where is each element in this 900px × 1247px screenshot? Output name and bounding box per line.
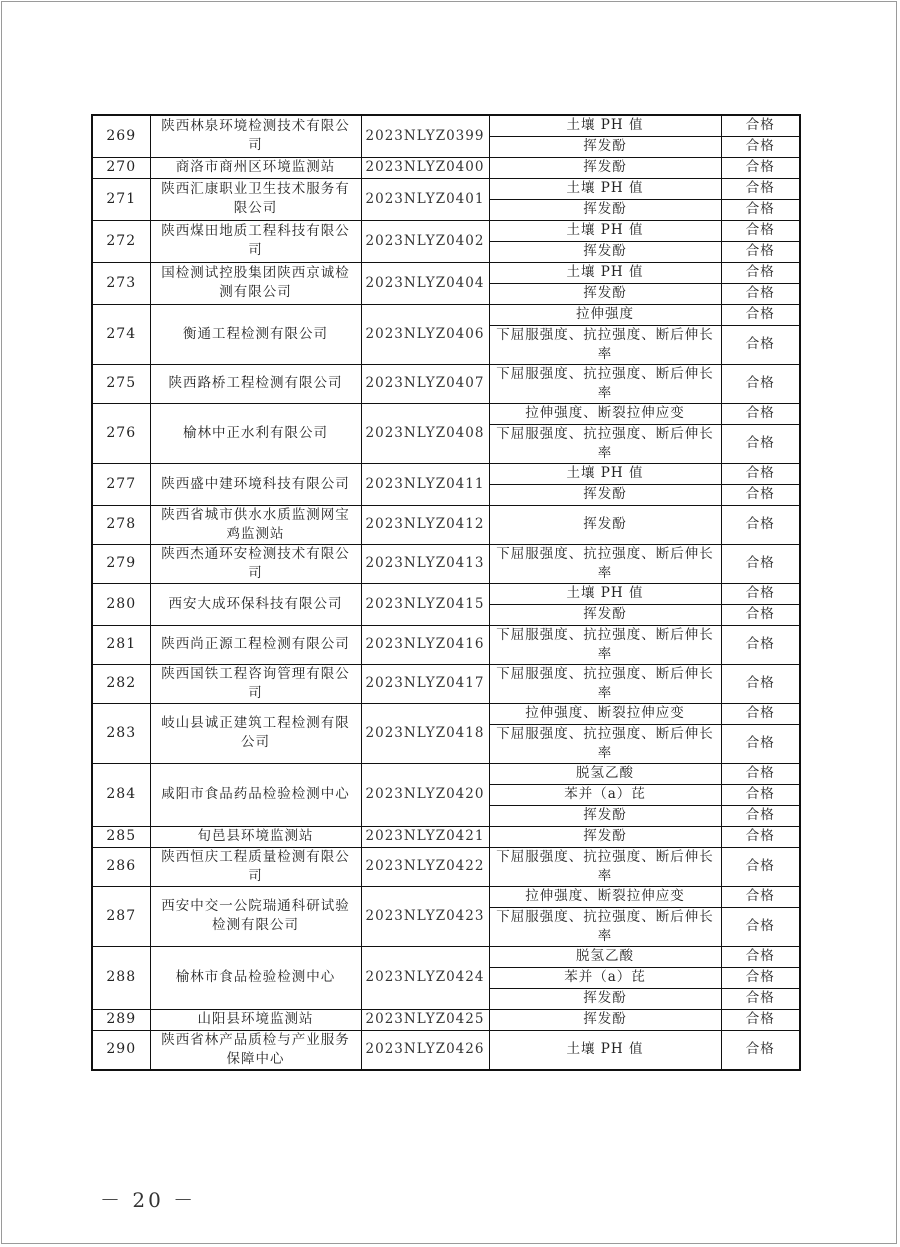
test-item: 挥发酚	[489, 988, 721, 1009]
table-row	[92, 157, 800, 178]
test-result: 合格	[721, 784, 800, 805]
test-result: 合格	[721, 136, 800, 157]
test-result: 合格	[721, 886, 800, 907]
test-item: 挥发酚	[489, 241, 721, 262]
test-result: 合格	[721, 625, 800, 664]
test-result: 合格	[721, 967, 800, 988]
test-item: 下屈服强度、抗拉强度、断后伸长率	[489, 664, 721, 703]
company-name: 陕西省城市供水水质监测网宝鸡监测站	[150, 505, 361, 544]
test-item: 挥发酚	[489, 484, 721, 505]
sample-code: 2023NLYZ0416	[361, 625, 489, 664]
test-item: 挥发酚	[489, 136, 721, 157]
company-name: 国检测试控股集团陕西京诚检测有限公司	[150, 262, 361, 304]
test-item: 土壤 PH 值	[489, 1030, 721, 1070]
test-item: 土壤 PH 值	[489, 463, 721, 484]
test-item: 挥发酚	[489, 157, 721, 178]
test-result: 合格	[721, 484, 800, 505]
sample-code: 2023NLYZ0425	[361, 1009, 489, 1030]
test-item: 土壤 PH 值	[489, 262, 721, 283]
row-number: 275	[92, 364, 150, 403]
row-number: 288	[92, 946, 150, 1009]
sample-code: 2023NLYZ0424	[361, 946, 489, 1009]
sample-code: 2023NLYZ0426	[361, 1030, 489, 1070]
test-result: 合格	[721, 325, 800, 364]
test-result: 合格	[721, 988, 800, 1009]
company-name: 陕西省林产品质检与产业服务保障中心	[150, 1030, 361, 1070]
test-item: 下屈服强度、抗拉强度、断后伸长率	[489, 907, 721, 946]
test-item: 下屈服强度、抗拉强度、断后伸长率	[489, 424, 721, 463]
table-row	[92, 1030, 800, 1070]
table-row	[92, 946, 800, 967]
test-result: 合格	[721, 241, 800, 262]
table-row	[92, 583, 800, 604]
test-result: 合格	[721, 403, 800, 424]
sample-code: 2023NLYZ0417	[361, 664, 489, 703]
test-result: 合格	[721, 805, 800, 826]
page-number: － 20 －	[100, 1188, 197, 1212]
test-item: 挥发酚	[489, 826, 721, 847]
row-number: 290	[92, 1030, 150, 1070]
row-number: 283	[92, 703, 150, 763]
row-number: 279	[92, 544, 150, 583]
sample-code: 2023NLYZ0415	[361, 583, 489, 625]
test-item: 拉伸强度、断裂拉伸应变	[489, 403, 721, 424]
test-result: 合格	[721, 826, 800, 847]
sample-code: 2023NLYZ0418	[361, 703, 489, 763]
company-name: 山阳县环境监测站	[150, 1009, 361, 1030]
sample-code: 2023NLYZ0412	[361, 505, 489, 544]
sample-code: 2023NLYZ0420	[361, 763, 489, 826]
table-row	[92, 463, 800, 484]
company-name: 陕西林泉环境检测技术有限公司	[150, 115, 361, 157]
test-result: 合格	[721, 544, 800, 583]
test-item: 下屈服强度、抗拉强度、断后伸长率	[489, 325, 721, 364]
test-result: 合格	[721, 946, 800, 967]
table-row	[92, 304, 800, 325]
table-row	[92, 886, 800, 907]
test-result: 合格	[721, 199, 800, 220]
test-result: 合格	[721, 604, 800, 625]
company-name: 西安大成环保科技有限公司	[150, 583, 361, 625]
test-item: 挥发酚	[489, 1009, 721, 1030]
test-result: 合格	[721, 1009, 800, 1030]
test-result: 合格	[721, 463, 800, 484]
row-number: 276	[92, 403, 150, 463]
test-item: 拉伸强度、断裂拉伸应变	[489, 886, 721, 907]
company-name: 衡通工程检测有限公司	[150, 304, 361, 364]
table-row	[92, 505, 800, 544]
test-item: 挥发酚	[489, 283, 721, 304]
sample-code: 2023NLYZ0422	[361, 847, 489, 886]
row-number: 272	[92, 220, 150, 262]
company-name: 商洛市商州区环境监测站	[150, 157, 361, 178]
test-result: 合格	[721, 364, 800, 403]
sample-code: 2023NLYZ0399	[361, 115, 489, 157]
test-item: 拉伸强度、断裂拉伸应变	[489, 703, 721, 724]
test-result: 合格	[721, 283, 800, 304]
row-number: 286	[92, 847, 150, 886]
test-item: 下屈服强度、抗拉强度、断后伸长率	[489, 724, 721, 763]
row-number: 285	[92, 826, 150, 847]
table-row	[92, 703, 800, 724]
sample-code: 2023NLYZ0423	[361, 886, 489, 946]
table-row	[92, 763, 800, 784]
row-number: 278	[92, 505, 150, 544]
row-number: 270	[92, 157, 150, 178]
test-item: 挥发酚	[489, 604, 721, 625]
company-name: 陕西杰通环安检测技术有限公司	[150, 544, 361, 583]
row-number: 273	[92, 262, 150, 304]
test-item: 脱氢乙酸	[489, 946, 721, 967]
company-name: 陕西尚正源工程检测有限公司	[150, 625, 361, 664]
test-item: 土壤 PH 值	[489, 115, 721, 136]
table-row	[92, 826, 800, 847]
test-result: 合格	[721, 157, 800, 178]
table-row	[92, 664, 800, 703]
sample-code: 2023NLYZ0408	[361, 403, 489, 463]
test-result: 合格	[721, 178, 800, 199]
sample-code: 2023NLYZ0413	[361, 544, 489, 583]
row-number: 284	[92, 763, 150, 826]
test-result: 合格	[721, 664, 800, 703]
test-item: 下屈服强度、抗拉强度、断后伸长率	[489, 364, 721, 403]
company-name: 咸阳市食品药品检验检测中心	[150, 763, 361, 826]
sample-code: 2023NLYZ0406	[361, 304, 489, 364]
test-result: 合格	[721, 424, 800, 463]
company-name: 西安中交一公院瑞通科研试验检测有限公司	[150, 886, 361, 946]
test-item: 挥发酚	[489, 199, 721, 220]
test-result: 合格	[721, 505, 800, 544]
company-name: 陕西煤田地质工程科技有限公司	[150, 220, 361, 262]
table-row	[92, 364, 800, 403]
table-row	[92, 262, 800, 283]
table-row	[92, 625, 800, 664]
row-number: 274	[92, 304, 150, 364]
test-item: 挥发酚	[489, 805, 721, 826]
table-row	[92, 544, 800, 583]
test-result: 合格	[721, 583, 800, 604]
test-item: 苯并（a）芘	[489, 967, 721, 988]
test-result: 合格	[721, 907, 800, 946]
table-row	[92, 403, 800, 424]
test-item: 土壤 PH 值	[489, 583, 721, 604]
table-row	[92, 1009, 800, 1030]
sample-code: 2023NLYZ0411	[361, 463, 489, 505]
test-result: 合格	[721, 220, 800, 241]
company-name: 榆林中正水利有限公司	[150, 403, 361, 463]
company-name: 陕西盛中建环境科技有限公司	[150, 463, 361, 505]
sample-code: 2023NLYZ0401	[361, 178, 489, 220]
row-number: 282	[92, 664, 150, 703]
company-name: 陕西汇康职业卫生技术服务有限公司	[150, 178, 361, 220]
test-item: 苯并（a）芘	[489, 784, 721, 805]
test-result: 合格	[721, 304, 800, 325]
row-number: 287	[92, 886, 150, 946]
test-item: 土壤 PH 值	[489, 178, 721, 199]
row-number: 281	[92, 625, 150, 664]
sample-code: 2023NLYZ0400	[361, 157, 489, 178]
test-result: 合格	[721, 115, 800, 136]
company-name: 陕西国铁工程咨询管理有限公司	[150, 664, 361, 703]
company-name: 陕西路桥工程检测有限公司	[150, 364, 361, 403]
test-item: 下屈服强度、抗拉强度、断后伸长率	[489, 847, 721, 886]
test-item: 下屈服强度、抗拉强度、断后伸长率	[489, 544, 721, 583]
test-item: 下屈服强度、抗拉强度、断后伸长率	[489, 625, 721, 664]
test-item: 脱氢乙酸	[489, 763, 721, 784]
test-item: 挥发酚	[489, 505, 721, 544]
row-number: 269	[92, 115, 150, 157]
sample-code: 2023NLYZ0402	[361, 220, 489, 262]
results-table	[91, 114, 801, 1071]
test-result: 合格	[721, 847, 800, 886]
test-item: 土壤 PH 值	[489, 220, 721, 241]
table-row	[92, 115, 800, 136]
test-item: 拉伸强度	[489, 304, 721, 325]
table-row	[92, 178, 800, 199]
test-result: 合格	[721, 262, 800, 283]
test-result: 合格	[721, 1030, 800, 1070]
company-name: 陕西恒庆工程质量检测有限公司	[150, 847, 361, 886]
row-number: 271	[92, 178, 150, 220]
sample-code: 2023NLYZ0407	[361, 364, 489, 403]
company-name: 岐山县诚正建筑工程检测有限公司	[150, 703, 361, 763]
company-name: 榆林市食品检验检测中心	[150, 946, 361, 1009]
test-result: 合格	[721, 703, 800, 724]
sample-code: 2023NLYZ0421	[361, 826, 489, 847]
row-number: 289	[92, 1009, 150, 1030]
table-row	[92, 220, 800, 241]
test-result: 合格	[721, 724, 800, 763]
company-name: 旬邑县环境监测站	[150, 826, 361, 847]
test-result: 合格	[721, 763, 800, 784]
table-row	[92, 847, 800, 886]
sample-code: 2023NLYZ0404	[361, 262, 489, 304]
row-number: 277	[92, 463, 150, 505]
row-number: 280	[92, 583, 150, 625]
